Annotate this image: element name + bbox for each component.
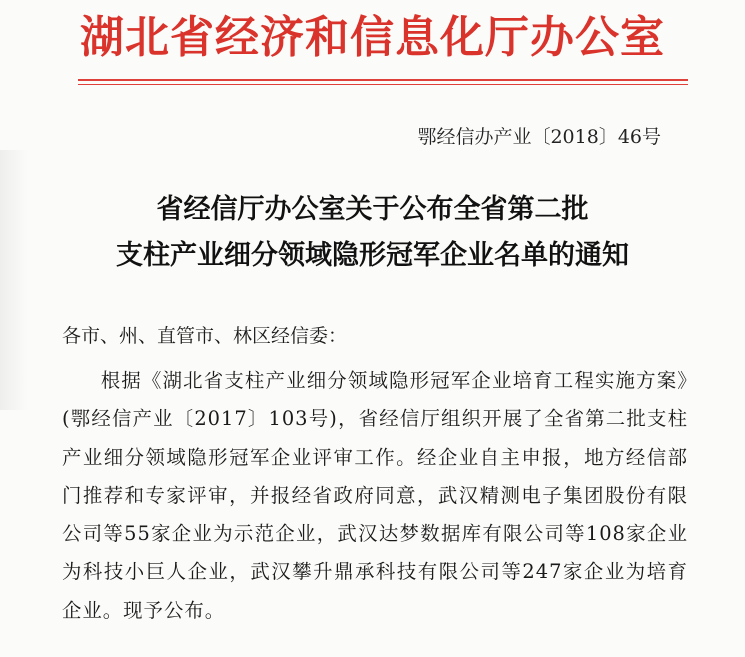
scan-shadow xyxy=(0,150,28,410)
letterhead-rule-thin xyxy=(78,84,688,85)
document-title-line-2: 支柱产业细分领域隐形冠军企业名单的通知 xyxy=(116,240,629,271)
document-number: 鄂经信办产业〔2018〕46号 xyxy=(417,126,661,148)
letterhead-title: 湖北省经济和信息化厅办公室 xyxy=(80,12,665,63)
document-title-line-1: 省经信厅办公室关于公布全省第二批 xyxy=(156,194,589,225)
body-paragraph: 根据《湖北省支柱产业细分领域隐形冠军企业培育工程实施方案》(鄂经信产业〔2017〕103号)，省经信厅组织开展了全省第二批支柱产业细分领域隐形冠军企业评审工作。经企业自主申报，地方经信部门推荐和专家评审，并报经省政府同意，武汉精测电子集团股份有限公司等55家企业为示范企业，武汉达梦数据库有限公司等108家企业为科技小巨人企业，武汉攀升鼎承科技有限公司等247家企业为培育企业。现予公布。 xyxy=(62,369,688,622)
salutation: 各市、州、直管市、林区经信委： xyxy=(62,325,348,347)
letterhead-rule xyxy=(78,79,688,81)
